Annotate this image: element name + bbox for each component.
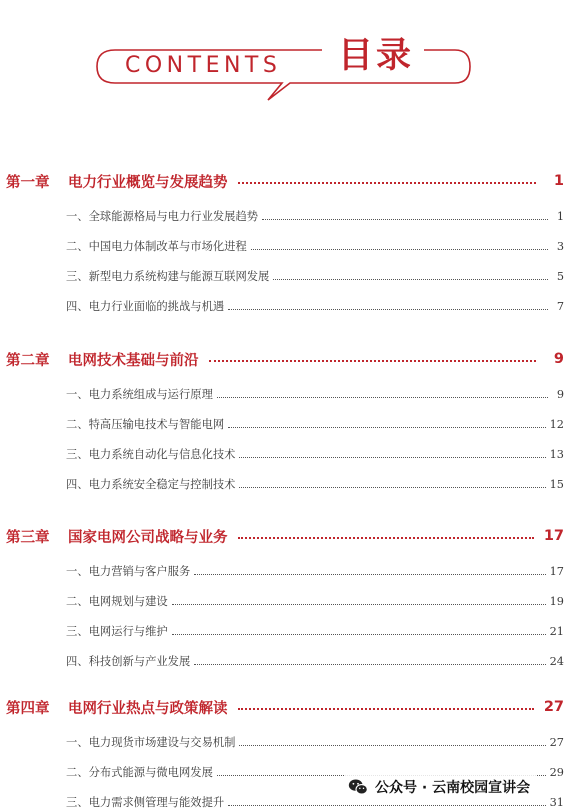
section-page-number: 13	[549, 447, 564, 461]
chapter-row	[6, 168, 566, 194]
section-title: 四、电力系统安全稳定与控制技术	[66, 478, 236, 491]
section-title: 二、分布式能源与微电网发展	[66, 766, 213, 779]
section-row	[66, 444, 564, 464]
section-row	[66, 296, 564, 316]
chapter-number: 第一章	[6, 174, 50, 191]
section-page-number: 3	[556, 239, 564, 253]
section-title: 四、电力行业面临的挑战与机遇	[66, 300, 225, 313]
dot-leader	[217, 397, 548, 398]
watermark	[345, 774, 536, 800]
section-page-number: 15	[549, 477, 564, 491]
section-page-number: 27	[549, 735, 564, 749]
section-title: 四、科技创新与产业发展	[66, 655, 191, 668]
section-row	[66, 621, 564, 641]
dot-leader	[239, 457, 545, 458]
section-title: 三、新型电力系统构建与能源互联网发展	[66, 270, 270, 283]
watermark-text: 公众号 · 云南校园宣讲会	[375, 780, 531, 796]
chapter-title: 电力行业概览与发展趋势	[68, 174, 228, 191]
dot-leader	[228, 805, 545, 806]
section-page-number: 12	[549, 417, 564, 431]
section-row	[66, 732, 564, 752]
dot-leader	[238, 708, 534, 710]
toc-header	[0, 0, 572, 110]
contents-heading: CONTENTS	[125, 53, 282, 78]
section-page-number: 19	[549, 594, 564, 608]
dot-leader	[209, 360, 537, 362]
dot-leader	[238, 537, 534, 539]
section-title: 一、全球能源格局与电力行业发展趋势	[66, 210, 259, 223]
section-row	[66, 414, 564, 434]
section-row	[66, 474, 564, 494]
section-title: 三、电力系统自动化与信息化技术	[66, 448, 236, 461]
section-page-number: 29	[549, 765, 564, 779]
dot-leader	[172, 604, 546, 605]
chapter-page-number: 17	[543, 528, 564, 544]
chapter-row	[6, 346, 566, 372]
dot-leader	[239, 487, 545, 488]
dot-leader	[228, 309, 548, 310]
section-title: 一、电力现货市场建设与交易机制	[66, 736, 236, 749]
dot-leader	[239, 745, 545, 746]
section-title: 三、电网运行与维护	[66, 625, 168, 638]
section-page-number: 5	[556, 269, 564, 283]
chapter-page-number: 27	[543, 699, 564, 715]
section-title: 一、电力系统组成与运行原理	[66, 388, 213, 401]
dot-leader	[273, 279, 548, 280]
section-page-number: 17	[549, 564, 564, 578]
section-row	[66, 266, 564, 286]
chapter-number: 第三章	[6, 529, 50, 546]
dot-leader	[172, 634, 546, 635]
page-title: 目录	[334, 28, 418, 78]
chapter-number: 第二章	[6, 352, 50, 369]
section-page-number: 21	[549, 624, 564, 638]
section-page-number: 7	[556, 299, 564, 313]
chapter-title: 电网行业热点与政策解读	[68, 700, 228, 717]
section-title: 二、中国电力体制改革与市场化进程	[66, 240, 247, 253]
chapter-number: 第四章	[6, 700, 50, 717]
section-row	[66, 651, 564, 671]
section-row	[66, 591, 564, 611]
wechat-icon	[347, 776, 369, 798]
section-row	[66, 206, 564, 226]
section-page-number: 1	[556, 209, 564, 223]
chapter-row	[6, 694, 566, 720]
section-title: 一、电力营销与客户服务	[66, 565, 191, 578]
dot-leader	[262, 219, 548, 220]
section-row	[66, 561, 564, 581]
section-page-number: 31	[549, 795, 564, 809]
dot-leader	[228, 427, 545, 428]
dot-leader	[251, 249, 548, 250]
header-frame-decoration	[0, 0, 572, 110]
chapter-title: 电网技术基础与前沿	[68, 352, 199, 369]
chapter-page-number: 9	[553, 351, 564, 367]
section-page-number: 9	[556, 387, 564, 401]
chapter-row	[6, 523, 566, 549]
section-row	[66, 384, 564, 404]
dot-leader	[194, 664, 545, 665]
chapter-page-number: 1	[553, 173, 564, 189]
section-title: 二、特高压输电技术与智能电网	[66, 418, 225, 431]
dot-leader	[194, 574, 545, 575]
section-page-number: 24	[549, 654, 564, 668]
dot-leader	[238, 182, 537, 184]
section-title: 三、电力需求侧管理与能效提升	[66, 796, 225, 809]
section-row	[66, 236, 564, 256]
chapter-title: 国家电网公司战略与业务	[68, 529, 228, 546]
section-title: 二、电网规划与建设	[66, 595, 168, 608]
